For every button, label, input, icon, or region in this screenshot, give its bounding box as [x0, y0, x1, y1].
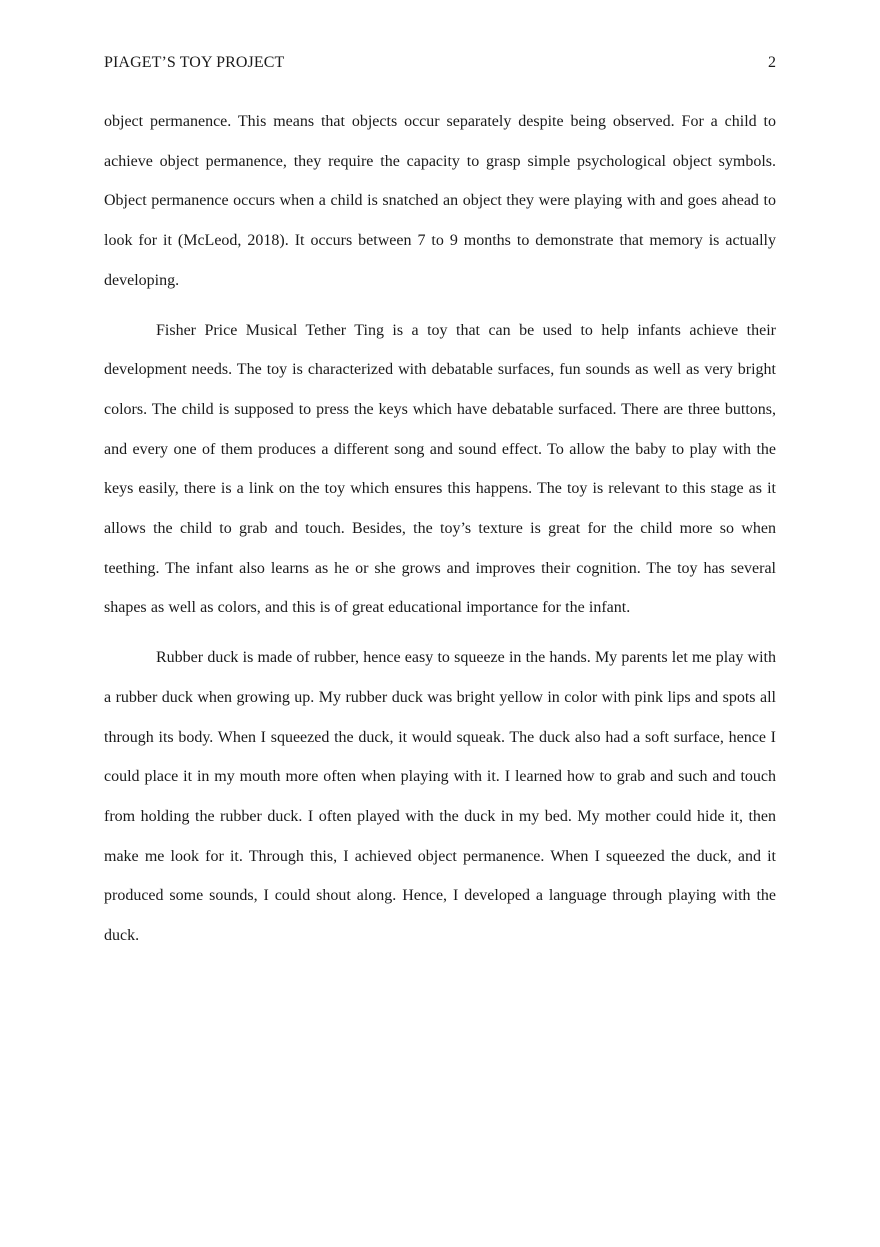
paragraph-object-permanence: object permanence. This means that objects occur separately despite being observed. For a child to achieve object permanence, they require the capacity to grasp simple psychological object symbols. Object permanence occurs when a child is snatched an object they were playing with and goes ahead to look for it (McLeod, 2018). It occurs between 7 to 9 months to demonstrate that memory is actually developing. — [104, 113, 776, 289]
running-title: PIAGET’S TOY PROJECT — [104, 54, 285, 71]
paragraph-fisher-price-toy: Fisher Price Musical Tether Ting is a toy that can be used to help infants achieve their development needs. The toy is characterized with debatable surfaces, fun sounds as well as very bright colors. The child is supposed to press the keys which have debatable surfaced. There are three buttons, and every one of them produces a different song and sound effect. To allow the baby to play with the keys easily, there is a link on the toy which ensures this happens. The toy is relevant to this stage as it allows the child to grab and touch. Besides, the toy’s texture is great for the child more so when teething. The infant also learns as he or she grows and improves their cognition. The toy has several shapes as well as colors, and this is of great educational importance for the infant. — [104, 321, 776, 617]
body-text — [104, 102, 776, 956]
paragraph-rubber-duck: Rubber duck is made of rubber, hence easy to squeeze in the hands. My parents let me play with a rubber duck when growing up. My rubber duck was bright yellow in color with pink lips and spots all through its body. When I squeezed the duck, it would squeak. The duck also had a soft surface, hence I could place it in my mouth more often when playing with it. I learned how to grab and such and touch from holding the rubber duck. I often played with the duck in my bed. My mother could hide it, then make me look for it. Through this, I achieved object permanence. When I squeezed the duck, and it produced some sounds, I could shout along. Hence, I developed a language through playing with the duck. — [104, 649, 776, 945]
running-head — [104, 52, 776, 74]
page-number: 2 — [768, 54, 776, 71]
